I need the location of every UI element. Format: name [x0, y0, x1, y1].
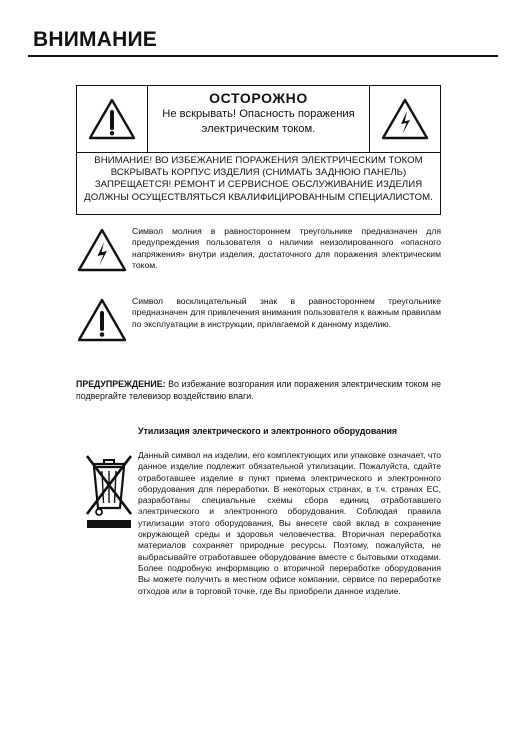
lightning-triangle-icon [380, 97, 430, 141]
crossed-out-bin-icon [84, 450, 134, 530]
warning-label: ПРЕДУПРЕЖДЕНИЕ: [76, 379, 166, 389]
caution-body: ВНИМАНИЕ! ВО ИЗБЕЖАНИЕ ПОРАЖЕНИЯ ЭЛЕКТРИЧЕСКИМ ТОКОМ ВСКРЫВАТЬ КОРПУС ИЗДЕЛИЯ (СНИМАТЬ ЗАДНЮЮ ПАНЕЛЬ) ЗАПРЕЩАЕТСЯ! РЕМОНТ И СЕРВИСНОЕ ОБСЛУЖИВАНИЕ ИЗДЕЛИЯ ДОЛЖНЫ ОСУЩЕСТВЛЯТЬСЯ КВАЛИФИЦИРОВАННЫМ СПЕЦИАЛИСТОМ. [84, 155, 433, 203]
exclamation-triangle-icon [87, 97, 137, 141]
caution-center [147, 86, 370, 152]
exclamation-symbol-text: Символ восклицательный знак в равностороннем треугольнике предназначен для привлечения внимания пользователя к важным правилам по эксплуатации в инструкции, прилагаемой к данному изделию. [132, 296, 441, 329]
lightning-triangle-icon [76, 226, 128, 274]
disposal-heading: Утилизация электрического и электронного оборудования [138, 426, 398, 436]
page-title: ВНИМАНИЕ [33, 28, 157, 51]
warning-text: Во избежание возгорания или поражения электрическим током не подвергайте телевизор воздействию влаги. [76, 379, 441, 401]
disposal-text: Данный символ на изделии, его комплектующих или упаковке означает, что данное изделие подлежит обязательной утилизации. Пожалуйста, сдайте отработавшее изделие в пункт приема электрического и электронного оборудования для переработки. В некоторых странах, в т.ч. странах ЕС, разработаны специальные схемы сбора единиц отработавшего электрического и электронного оборудования. Соблюдая правила утилизации этого оборудования, Вы внесете свой вклад в сохранение окружающей среды и здоровья человечества. Вторичная переработка материалов сохраняет природные ресурсы. Поэтому, пожалуйста, не выбрасывайте отработавшее оборудование вместе с бытовыми отходами. Более подробную информацию о вторичной переработке оборудования Вы можете получить в местном офисе компании, сервисе по переработке отходов или в торговой точке, где Вы приобрели данное изделие. [138, 450, 441, 596]
caution-box [76, 85, 441, 215]
warning-paragraph [76, 379, 441, 402]
caution-right-icon-cell [369, 86, 440, 152]
caution-box-header [77, 86, 440, 153]
caution-subtext: Не вскрывать! Опасность поражения электрическим током. [162, 108, 355, 135]
exclamation-triangle-icon [76, 296, 128, 344]
lightning-symbol-text: Символ молния в равностороннем треугольнике предназначен для предупреждения пользователя о наличии неизолированного «опасного напряжения» внутри изделия, достаточного для поражения электрическим током. [132, 226, 441, 270]
title-divider [28, 55, 498, 57]
caution-left-icon-cell [77, 86, 148, 152]
caution-heading: ОСТОРОЖНО [209, 90, 308, 106]
